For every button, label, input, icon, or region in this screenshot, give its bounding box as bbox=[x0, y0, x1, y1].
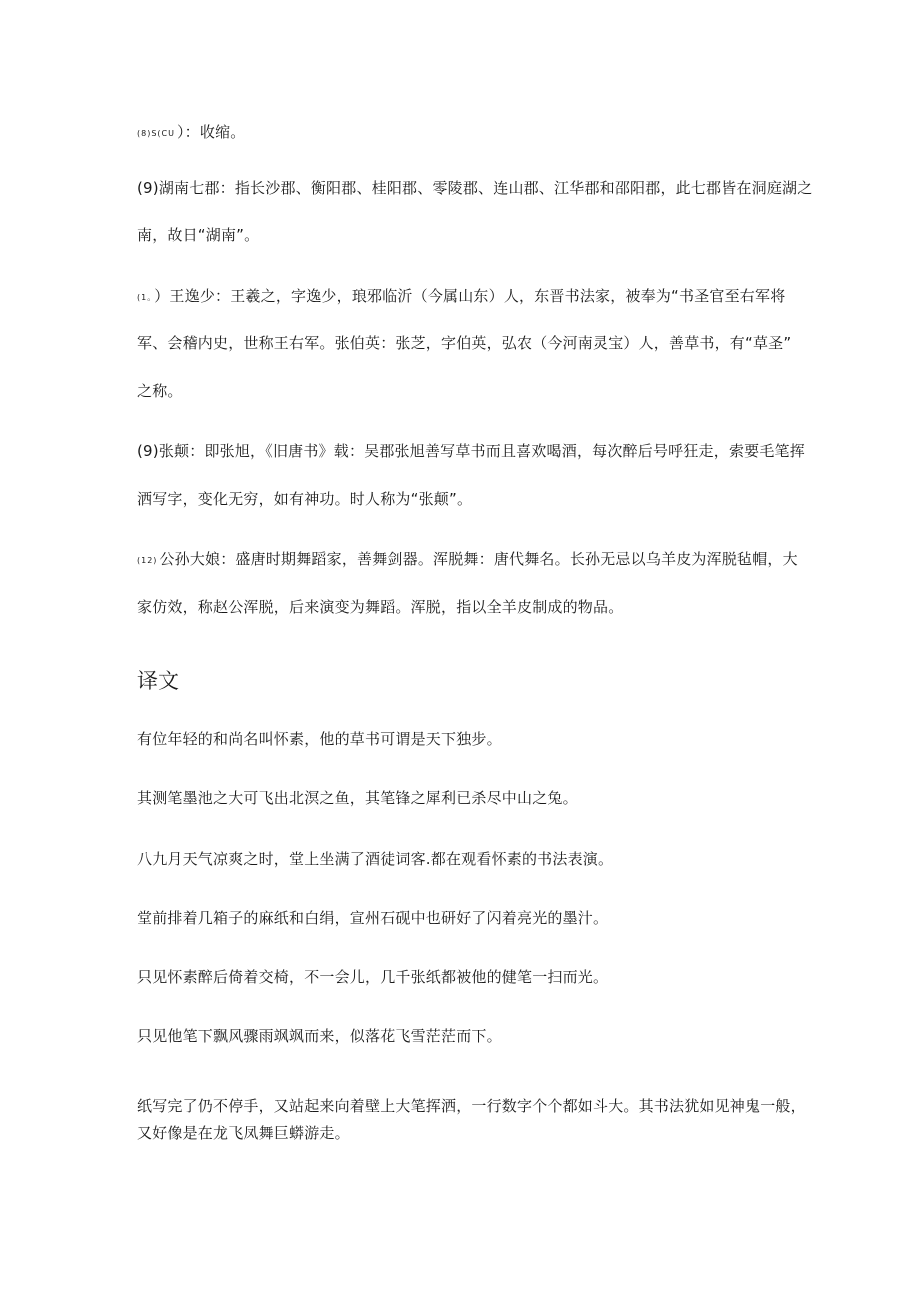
note-marker: (12) bbox=[137, 556, 158, 565]
note-9-zhangdian-line-1: (9)张颠：即张旭，《旧唐书》载：吴郡张旭善写草书而且喜欢喝酒，每次醉后号呼狂走，索要毛笔挥 bbox=[137, 442, 805, 460]
translation-paragraph-6: 只见他笔下飘风骤雨飒飒而来，似落花飞雪茫茫而下。 bbox=[137, 1027, 502, 1045]
note-9-hunan-line-2: 南，故日“湖南”。 bbox=[137, 226, 260, 244]
note-9-hunan-line-1: (9)湖南七郡：指长沙郡、衡阳郡、桂阳郡、零陵郡、连山郡、江华郡和邵阳郡，此七郡皆在洞庭湖之 bbox=[137, 179, 813, 197]
translation-paragraph-7-line-2: 又好像是在龙飞凤舞巨蟒游走。 bbox=[137, 1124, 350, 1142]
note-12-line-1 bbox=[137, 549, 798, 571]
note-text: ）王逸少：王羲之，字逸少，琅邪临沂（今属山东）人，东晋书法家，被奉为“书圣官至右军将 bbox=[154, 287, 786, 305]
note-8 bbox=[137, 122, 246, 144]
translation-heading: 译文 bbox=[137, 669, 179, 693]
note-marker: (1。 bbox=[137, 293, 153, 302]
note-text: 公孙大娘：盛唐时期舞蹈家，善舞剑器。浑脱舞：唐代舞名。长孙无忌以乌羊皮为浑脱毡帽，大 bbox=[159, 550, 798, 568]
note-9-zhangdian-line-2: 洒写字，变化无穷，如有神功。时人称为“张颠”。 bbox=[137, 490, 473, 508]
translation-paragraph-4: 堂前排着几箱子的麻纸和白绢，宣州石砚中也研好了闪着亮光的墨汁。 bbox=[137, 909, 609, 927]
translation-paragraph-1: 有位年轻的和尚名叫怀素，他的草书可谓是天下独步。 bbox=[137, 730, 502, 748]
note-12-line-2: 家仿效，称赵公浑脱，后来演变为舞蹈。浑脱，指以全羊皮制成的物品。 bbox=[137, 598, 624, 616]
note-marker: (8)S(CU bbox=[137, 129, 175, 138]
translation-paragraph-2: 其测笔墨池之大可飞出北溟之鱼，其笔锋之犀利已杀尽中山之兔。 bbox=[137, 789, 578, 807]
note-10-line-1 bbox=[137, 286, 785, 308]
translation-paragraph-3: 八九月天气凉爽之时，堂上坐满了酒徒词客.都在观看怀素的书法表演。 bbox=[137, 850, 614, 868]
note-10-line-3: 之称。 bbox=[137, 382, 183, 400]
note-text: ）：收缩。 bbox=[176, 123, 246, 141]
translation-paragraph-5: 只见怀素醉后倚着交椅，不一会儿，几千张纸都被他的健笔一扫而光。 bbox=[137, 968, 609, 986]
translation-paragraph-7-line-1: 纸写完了仍不停手，又站起来向着壁上大笔挥洒，一行数字个个都如斗大。其书法犹如见神鬼一般， bbox=[137, 1097, 806, 1115]
note-10-line-2: 军、会稽内史，世称王右军。张伯英：张芝，字伯英，弘农（今河南灵宝）人，善草书，有“草圣” bbox=[137, 334, 792, 352]
